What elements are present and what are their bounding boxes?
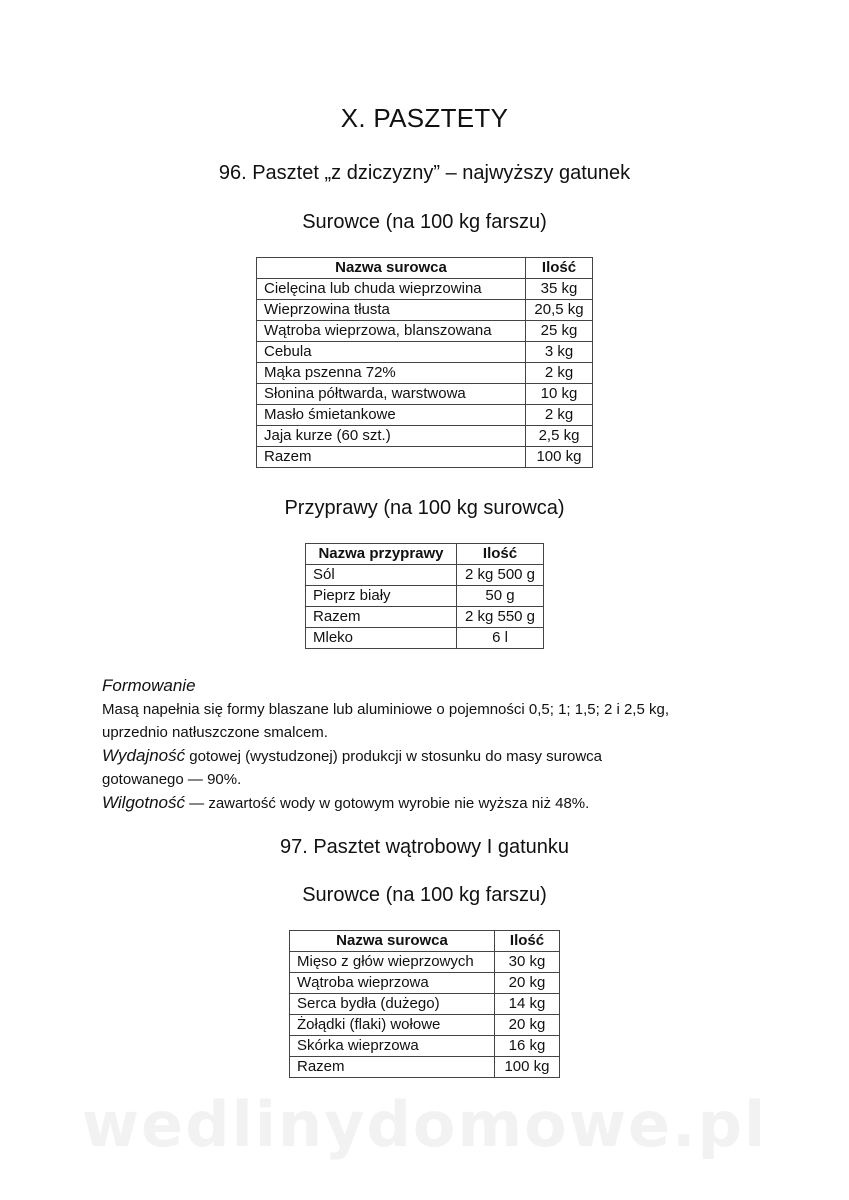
table-row [306,565,544,586]
ingredient-qty: 100 kg [495,1057,560,1078]
recipe-96-raw-heading: Surowce (na 100 kg farszu) [302,211,547,233]
ingredient-name: Masło śmietankowe [257,405,526,426]
ingredient-qty: 25 kg [526,321,593,342]
table-row [290,1057,560,1078]
ingredient-name: Żołądki (flaki) wołowe [290,1015,495,1036]
spice-name: Sól [306,565,457,586]
forming-text-line-2: uprzednio natłuszczone smalcem. [102,724,328,741]
table-row [257,447,593,468]
ingredient-name: Razem [257,447,526,468]
moisture-text: — zawartość wody w gotowym wyrobie nie wyższa niż 48%. [185,795,590,812]
ingredient-qty: 2,5 kg [526,426,593,447]
table-row [306,628,544,649]
ingredient-name: Serca bydła (dużego) [290,994,495,1015]
table-row [257,342,593,363]
column-header-qty: Ilość [495,931,560,952]
table-row [257,426,593,447]
ingredient-name: Wątroba wieprzowa, blanszowana [257,321,526,342]
ingredient-qty: 100 kg [526,447,593,468]
ingredient-name: Wątroba wieprzowa [290,973,495,994]
recipe-97-title: 97. Pasztet wątrobowy I gatunku [279,836,570,858]
ingredient-qty: 10 kg [526,384,593,405]
ingredient-name: Mąka pszenna 72% [257,363,526,384]
chapter-title: X. PASZTETY [340,103,509,133]
ingredient-qty: 14 kg [495,994,560,1015]
table-row [257,279,593,300]
column-header-qty: Ilość [457,544,544,565]
table-header-row [290,931,560,952]
table-row [257,363,593,384]
ingredient-qty: 35 kg [526,279,593,300]
spice-name: Mleko [306,628,457,649]
ingredient-name: Słonina półtwarda, warstwowa [257,384,526,405]
table-row [290,1015,560,1036]
yield-label: Wydajność [102,746,186,765]
spice-qty: 2 kg 550 g [457,607,544,628]
yield-line-1 [102,744,782,768]
column-header-name: Nazwa przyprawy [306,544,457,565]
spice-qty: 2 kg 500 g [457,565,544,586]
column-header-name: Nazwa surowca [290,931,495,952]
ingredient-qty: 3 kg [526,342,593,363]
ingredient-name: Mięso z głów wieprzowych [290,952,495,973]
table-row [257,300,593,321]
table-row [290,1036,560,1057]
column-header-qty: Ilość [526,258,593,279]
table-row [306,586,544,607]
table-row [290,952,560,973]
table-header-row [257,258,593,279]
ingredient-qty: 30 kg [495,952,560,973]
yield-text: gotowej (wystudzonej) produkcji w stosunku do masy surowca [185,748,602,765]
ingredient-name: Cielęcina lub chuda wieprzowina [257,279,526,300]
ingredient-name: Jaja kurze (60 szt.) [257,426,526,447]
spice-name: Razem [306,607,457,628]
recipe-97-raw-heading: Surowce (na 100 kg farszu) [302,884,547,906]
yield-line-2: gotowanego — 90%. [102,771,242,788]
table-header-row [306,544,544,565]
spice-qty: 6 l [457,628,544,649]
ingredient-name: Cebula [257,342,526,363]
moisture-line [102,791,782,815]
ingredient-qty: 20,5 kg [526,300,593,321]
table-row [257,321,593,342]
column-header-name: Nazwa surowca [257,258,526,279]
recipe-96-title: 96. Pasztet „z dziczyzny” – najwyższy gatunek [218,162,631,184]
ingredient-name: Wieprzowina tłusta [257,300,526,321]
table-row [257,405,593,426]
recipe-96-spice-table [305,543,544,649]
forming-text-line-1: Masą napełnia się formy blaszane lub aluminiowe o pojemności 0,5; 1; 1,5; 2 i 2,5 kg, [102,701,669,718]
ingredient-qty: 20 kg [495,973,560,994]
table-row [290,973,560,994]
recipe-97-raw-table [289,930,560,1078]
spice-name: Pieprz biały [306,586,457,607]
spice-qty: 50 g [457,586,544,607]
forming-label: Formowanie [102,676,196,695]
ingredient-name: Skórka wieprzowa [290,1036,495,1057]
moisture-label: Wilgotność [102,793,185,812]
ingredient-qty: 20 kg [495,1015,560,1036]
table-row [306,607,544,628]
forming-label-line [102,674,782,698]
table-row [290,994,560,1015]
ingredient-qty: 2 kg [526,363,593,384]
watermark: wedlinydomowe.pl [81,1088,768,1161]
ingredient-qty: 16 kg [495,1036,560,1057]
table-row [257,384,593,405]
recipe-96-spice-heading: Przyprawy (na 100 kg surowca) [284,497,565,519]
recipe-96-raw-table [256,257,593,468]
ingredient-name: Razem [290,1057,495,1078]
ingredient-qty: 2 kg [526,405,593,426]
recipe-96-notes [102,674,782,815]
